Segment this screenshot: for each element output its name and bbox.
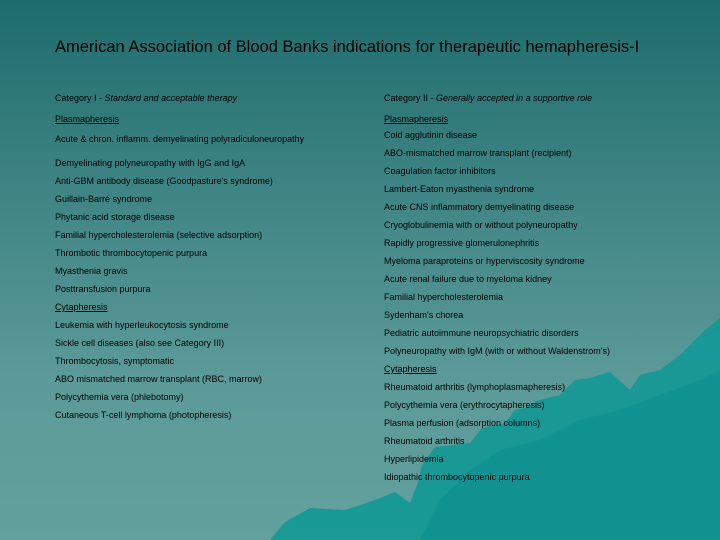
list-item: Demyelinating polyneuropathy with IgG and IgA [55,158,246,168]
list-item: Rheumatoid arthritis [384,436,465,446]
list-item: Myasthenia gravis [55,266,128,276]
list-item: Rapidly progressive glomerulonephritis [384,238,540,248]
list-item: Posttransfusion purpura [55,284,151,294]
list-item: Acute & chron. inflamm. demyelinating polyradiculoneuropathy [55,134,305,144]
list-item: Polycythemia vera (erythrocytapheresis) [384,400,545,410]
list-item: Polyneuropathy with IgM (with or without Waldenstrom's) [384,346,610,356]
list-item: Lambert-Eaton myasthenia syndrome [384,184,535,194]
list-item: ABO mismatched marrow transplant (RBC, marrow) [55,374,263,384]
list-item: Familial hypercholesterolemia (selective adsorption) [55,230,263,240]
list-item: Hyperlipidemia [384,454,444,464]
list-item: Pediatric autoimmune neuropsychiatric disorders [384,328,579,338]
list-item: Familial hypercholesterolemia [384,292,504,302]
list-item: Polycythemia vera (phlebotomy) [55,392,184,402]
list-item: Cold agglutinin disease [384,130,478,140]
slide-title: American Association of Blood Banks indications for therapeutic hemapheresis-I [55,38,640,56]
list-item: Plasma perfusion (adsorption columns) [384,418,541,428]
list-item: Acute CNS inflammatory demyelinating disease [384,202,575,212]
section-heading: Cytapheresis [55,302,108,312]
list-item: Sydenham's chorea [384,310,464,320]
list-item: Leukemia with hyperleukocytosis syndrome [55,320,229,330]
section-heading: Cytapheresis [384,364,437,374]
list-item: Acute renal failure due to myeloma kidney [384,274,552,284]
list-item: Idiopathic thrombocytopenic purpura [384,472,530,482]
list-item: Guillain-Barré syndrome [55,194,153,204]
list-item: Cutaneous T-cell lymphoma (photopheresis) [55,410,232,420]
list-item: Thrombocytosis, symptomatic [55,356,175,366]
category-1-heading: Category I - Standard and acceptable therapy [55,93,238,103]
list-item: Anti-GBM antibody disease (Goodpasture's syndrome) [55,176,273,186]
list-item: Phytanic acid storage disease [55,212,175,222]
section-heading: Plasmapheresis [384,114,449,124]
list-item: Cryoglobulinemia with or without polyneuropathy [384,220,578,230]
list-item: Sickle cell diseases (also see Category III) [55,338,225,348]
list-item: Myeloma paraproteins or hyperviscosity syndrome [384,256,585,266]
section-heading: Plasmapheresis [55,114,120,124]
list-item: Thrombotic thrombocytopenic purpura [55,248,208,258]
list-item: ABO-mismatched marrow transplant (recipient) [384,148,572,158]
list-item: Coagulation factor inhibitors [384,166,496,176]
list-item: Rheumatoid arthritis (lymphoplasmapheresis) [384,382,566,392]
category-2-heading: Category II - Generally accepted in a supportive role [384,93,593,103]
